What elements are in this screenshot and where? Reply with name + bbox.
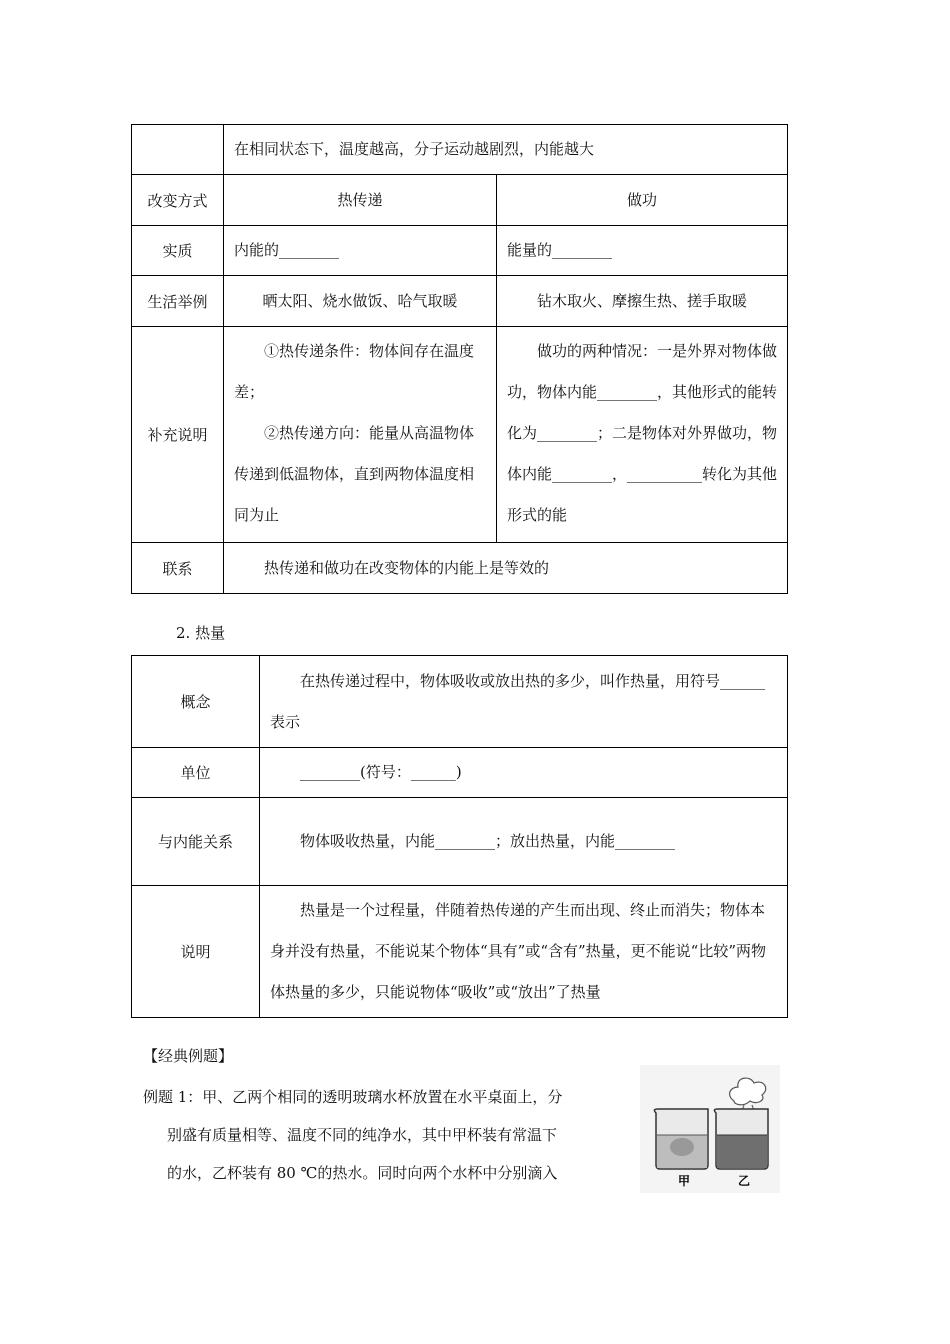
state-note: 在相同状态下，温度越高，分子运动越剧烈，内能越大	[224, 125, 788, 175]
concept-text: 在热传递过程中，物体吸收或放出热的多少，叫作热量，用符号______表示	[260, 656, 788, 748]
example-line-1: 例题 1：甲、乙两个相同的透明玻璃水杯放置在水平桌面上，分	[143, 1088, 563, 1106]
label-yi: 乙	[738, 1174, 751, 1188]
heat-transfer-condition: ①热传递条件：物体间存在温度差；	[234, 342, 475, 401]
row-label-examples: 生活举例	[132, 276, 224, 327]
heat-transfer-supplement	[224, 327, 497, 543]
row-label-empty	[132, 125, 224, 175]
explanation-text: 热量是一个过程量，伴随着热传递的产生而出现、终止而消失；物体本身并没有热量，不能说某个物体“具有”或“含有”热量，更不能说“比较”两物体热量的多少，只能说物体“吸收”或“放出”了热量	[260, 886, 788, 1018]
beaker-jia-icon	[654, 1109, 708, 1169]
example-heading: 【经典例题】	[143, 1047, 234, 1065]
energy-relation-text: 物体吸收热量，内能________；放出热量，内能________	[260, 798, 788, 886]
example-line-2: 别盛有质量相等、温度不同的纯净水，其中甲杯装有常温下	[167, 1126, 558, 1144]
relation-text: 热传递和做功在改变物体的内能上是等效的	[224, 543, 788, 594]
work-examples: 钻木取火、摩擦生热、搓手取暖	[497, 276, 788, 327]
row-label-essence: 实质	[132, 226, 224, 276]
work-essence: 能量的________	[497, 226, 788, 276]
row-label-relation: 联系	[132, 543, 224, 594]
example-line-3: 的水，乙杯装有 80 ℃的热水。同时向两个水杯中分别滴入	[167, 1164, 558, 1182]
work-header: 做功	[497, 175, 788, 226]
internal-energy-table	[131, 124, 788, 594]
unit-text: ________(符号：______)	[260, 748, 788, 798]
row-label-method: 改变方式	[132, 175, 224, 226]
section-heading-heat: 2. 热量	[176, 624, 226, 642]
heat-transfer-essence: 内能的________	[224, 226, 497, 276]
heat-transfer-direction: ②热传递方向：能量从高温物体传递到低温物体，直到两物体温度相同为止	[234, 424, 475, 524]
row-label-explanation: 说明	[132, 886, 260, 1018]
row-label-concept: 概念	[132, 656, 260, 748]
work-supplement: 做功的两种情况：一是外界对物体做功，物体内能________，其他形式的能转化为________；二是物体对外界做功，物体内能________，__________转化为其他形式的能	[497, 327, 788, 543]
row-label-unit: 单位	[132, 748, 260, 798]
beakers-illustration	[640, 1065, 780, 1193]
heat-transfer-examples: 晒太阳、烧水做饭、哈气取暖	[224, 276, 497, 327]
example-text	[143, 1078, 633, 1192]
label-jia: 甲	[678, 1174, 691, 1188]
row-label-supplement: 补充说明	[132, 327, 224, 543]
heat-quantity-table	[131, 655, 788, 1018]
heat-transfer-header: 热传递	[224, 175, 497, 226]
beaker-yi-icon	[714, 1109, 768, 1169]
row-label-energy-relation: 与内能关系	[132, 798, 260, 886]
